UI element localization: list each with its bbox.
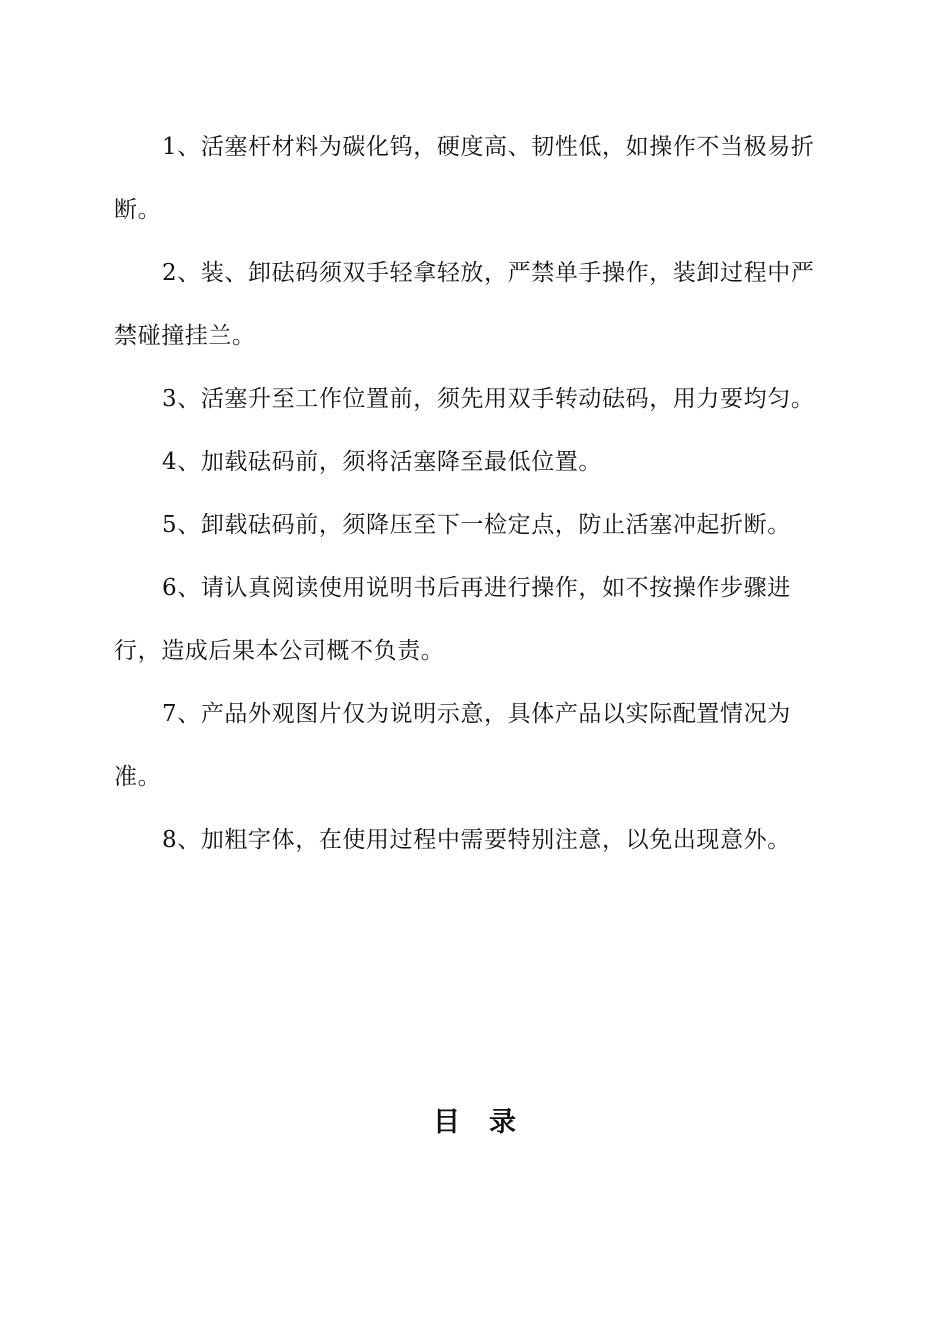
precaution-item-2: 2、装、卸砝码须双手轻拿轻放，严禁单手操作，装卸过程中严禁碰撞挂兰。 (114, 260, 815, 349)
precaution-item-4: 4、加载砝码前，须将活塞降至最低位置。 (162, 449, 603, 475)
precaution-item-5: 5、卸载砝码前，须降压至下一检定点，防止活塞冲起折断。 (162, 512, 791, 538)
precaution-item-3: 3、活塞升至工作位置前，须先用双手转动砝码，用力要均匀。 (162, 386, 815, 412)
precaution-item-7: 7、产品外观图片仅为说明示意，具体产品以实际配置情况为准。 (114, 701, 791, 790)
table-of-contents-title: 目 录 (433, 1107, 517, 1138)
precaution-item-1: 1、活塞杆材料为碳化钨，硬度高、韧性低，如操作不当极易折断。 (114, 134, 815, 223)
precaution-item-6: 6、请认真阅读使用说明书后再进行操作，如不按操作步骤进行，造成后果本公司概不负责。 (114, 575, 791, 664)
precaution-item-8: 8、加粗字体，在使用过程中需要特别注意，以免出现意外。 (162, 827, 791, 853)
precautions-list (114, 116, 838, 872)
